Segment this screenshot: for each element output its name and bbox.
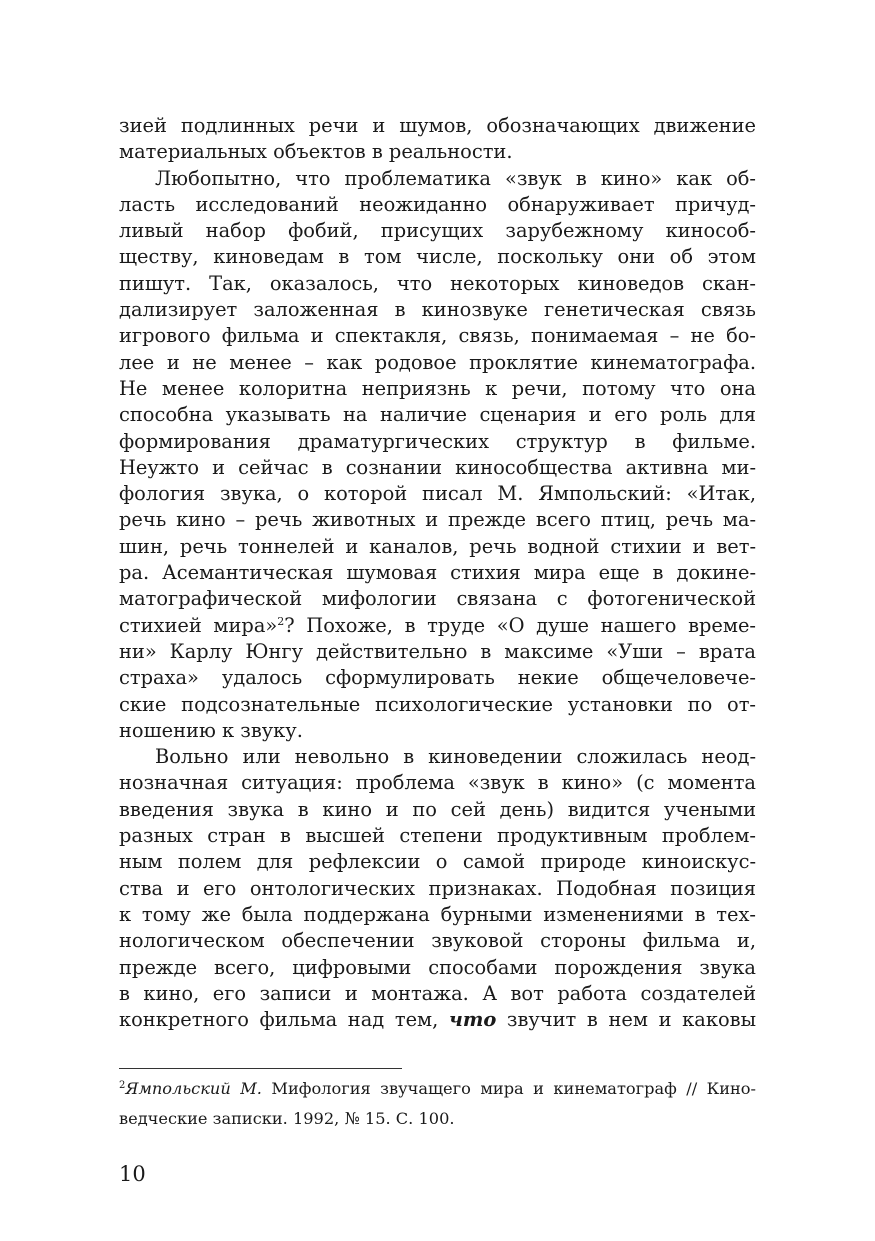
text-line: зией подлинных речи и шумов, обозначающих движение bbox=[119, 114, 756, 137]
text-fragment: конкретного фильма над тем, bbox=[119, 1008, 449, 1032]
text-line: нологическом обеспечении звуковой стороны фильма и, bbox=[119, 929, 756, 953]
paragraph-start-line: Вольно или невольно в киноведении сложилась неод- bbox=[155, 745, 756, 769]
text-line: разных стран в высшей степени продуктивным проблем- bbox=[119, 824, 756, 848]
text-line: страха» удалось сформулировать некие общечеловече- bbox=[119, 666, 756, 690]
text-line: ласть исследований неожиданно обнаруживает причуд- bbox=[119, 192, 756, 216]
emphasized-word: что bbox=[448, 1008, 497, 1032]
paragraph-start-line: Любопытно, что проблематика «звук в кино» как об- bbox=[155, 166, 756, 190]
footnote-line: ведческие записки. 1992, № 15. С. 100. bbox=[119, 1109, 455, 1128]
main-text bbox=[119, 113, 756, 1033]
text-line: Не менее колоритна неприязнь к речи, потому что она bbox=[119, 376, 756, 400]
text-line: фология звука, о которой писал М. Ямпольский: «Итак, bbox=[119, 482, 756, 506]
text-line: дализирует заложенная в кинозвуке генетическая связь bbox=[119, 298, 756, 322]
text-line: пишут. Так, оказалось, что некоторых киноведов скан- bbox=[119, 271, 756, 295]
text-line: игрового фильма и спектакля, связь, понимаемая – не бо- bbox=[119, 324, 756, 348]
text-line: ства и его онтологических признаках. Подобная позиция bbox=[119, 876, 756, 900]
text-line: матографической мифологии связана с фотогенической bbox=[119, 587, 756, 611]
text-line: прежде всего, цифровыми способами порождения звука bbox=[119, 955, 756, 979]
text-line: ществу, киноведам в том числе, поскольку они об этом bbox=[119, 245, 756, 269]
text-line: речь кино – речь животных и прежде всего птиц, речь ма- bbox=[119, 508, 756, 532]
text-line: нозначная ситуация: проблема «звук в кино» (с момента bbox=[119, 771, 756, 795]
text-line: способна указывать на наличие сценария и его роль для bbox=[119, 403, 756, 427]
text-line: ливый набор фобий, присущих зарубежному кинособ- bbox=[119, 219, 756, 243]
text-line: Неужто и сейчас в сознании кинособщества активна ми- bbox=[119, 455, 756, 479]
text-line: ни» Карлу Юнгу действительно в максиме «Уши – врата bbox=[119, 639, 756, 663]
text-line: в кино, его записи и монтажа. А вот работа создателей bbox=[119, 981, 756, 1005]
footnote-number: 2 bbox=[119, 1080, 126, 1091]
text-line: ным полем для рефлексии о самой природе киноискус- bbox=[119, 850, 756, 874]
page-number: 10 bbox=[119, 1162, 146, 1186]
footnote-text: Мифология звучащего мира и кинематограф // Кино- bbox=[261, 1079, 756, 1098]
text-line: ношению к звуку. bbox=[119, 718, 303, 742]
text-fragment: ? Похоже, в труде «О душе нашего време- bbox=[284, 613, 756, 637]
footnote bbox=[119, 1074, 756, 1134]
footnote-author: Ямпольский М. bbox=[125, 1079, 262, 1098]
text-line-with-footnote-ref bbox=[119, 613, 756, 639]
text-line: ские подсознательные психологические установки по от- bbox=[119, 692, 756, 716]
footnote-separator bbox=[119, 1068, 402, 1069]
text-line: материальных объектов в реальности. bbox=[119, 140, 513, 164]
text-line: шин, речь тоннелей и каналов, речь водной стихии и вет- bbox=[119, 534, 756, 558]
text-line-with-emphasis bbox=[119, 1007, 756, 1033]
text-fragment: звучит в нем и каковы bbox=[496, 1008, 756, 1032]
text-line: формирования драматургических структур в фильме. bbox=[119, 429, 756, 453]
text-line: лее и не менее – как родовое проклятие кинематографа. bbox=[119, 350, 756, 374]
footnote-line bbox=[119, 1074, 756, 1104]
text-line: введения звука в кино и по сей день) видится учеными bbox=[119, 797, 756, 821]
footnote-reference[interactable]: 2 bbox=[277, 614, 285, 628]
text-line: к тому же была поддержана бурными изменениями в тех- bbox=[119, 902, 756, 926]
text-line: ра. Асемантическая шумовая стихия мира еще в докине- bbox=[119, 561, 756, 585]
text-fragment: стихией мира» bbox=[119, 613, 278, 637]
